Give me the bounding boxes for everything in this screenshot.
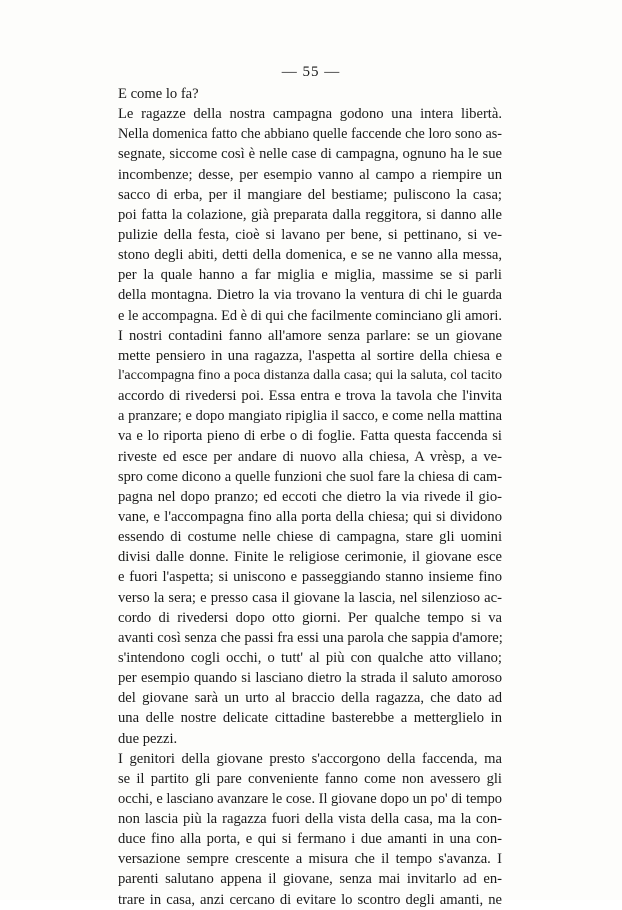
text-line: spro come dicono a quelle funzioni che suol fare la chiesa di cam- <box>118 468 502 485</box>
text-line: cordo di rivedersi dopo otto giorni. Per qualche tempo si va <box>118 609 502 626</box>
text-line: incombenze; desse, per esempio vanno al campo a riempire un <box>118 166 502 183</box>
text-line: per la quale hanno a far miglia e miglia, massime se si parli <box>118 267 502 284</box>
text-line: pagna nel dopo pranzo; ed eccoti che dietro la via rivede il gio- <box>118 488 502 505</box>
text-line: essendo di costume nelle chiese di campagna, stare gli uomini <box>118 529 502 546</box>
text-line: va e lo riporta pieno di erbe o di foglie. Fatta questa faccenda si <box>118 428 502 445</box>
text-line: accordo di rivedersi poi. Essa entra e trova la tavola che l'invita <box>118 388 502 405</box>
text-line: non lascia più la ragazza fuori della vista della casa, ma la con- <box>118 811 502 828</box>
text-line: una delle nostre delicate cittadine basterebbe a metterglielo in <box>118 710 502 727</box>
text-line: a pranzare; e dopo mangiato ripiglia il sacco, e come nella mattina <box>118 408 502 425</box>
text-line: due pezzi. <box>118 730 178 747</box>
text-line: versazione sempre crescente a misura che il tempo s'avanza. I <box>118 851 502 868</box>
text-line: Nella domenica fatto che abbiano quelle faccende che loro sono as- <box>118 126 502 143</box>
text-line: per esempio quando si lasciano dietro la strada il saluto amoroso <box>118 670 502 687</box>
text-line: l'accompagna fino a poca distanza dalla casa; qui la saluta, col tacito <box>118 367 502 383</box>
text-line: poi fatta la colazione, già preparata dalla reggitora, si danno alle <box>118 206 502 223</box>
text-line: vane, e l'accompagna fino alla porta della chiesa; qui si dividono <box>118 508 502 525</box>
text-line: parenti salutano appena il giovane, senza mai invitarlo ad en- <box>118 871 502 888</box>
text-line: segnate, siccome così è nelle case di campagna, ognuno ha le sue <box>118 146 502 163</box>
text-line: occhi, e lasciano avanzare le cose. Il giovane dopo un po' di tempo <box>118 790 502 807</box>
page-number: — 55 — <box>281 64 341 80</box>
text-line: E come lo fa? <box>118 86 199 102</box>
text-line: duce fino alla porta, e qui si fermano i due amanti in una con- <box>118 831 502 848</box>
text-line: avanti così senza che passi fra essi una parola che sappia d'amore; <box>118 629 503 646</box>
text-line: se il partito gli pare conveniente fanno come non avessero gli <box>118 770 502 787</box>
text-line: sacco di erba, per il mangiare del bestiame; puliscono la casa; <box>118 186 502 203</box>
text-line: trare in casa, anzi cercano di evitare lo scontro degli amanti, ne <box>118 891 502 908</box>
text-line: riveste ed esce per andare di nuovo alla chiesa, A vrèsp, a ve- <box>118 448 502 465</box>
text-line: e fuori l'aspetta; si uniscono e passeggiando stanno insieme fino <box>118 569 502 586</box>
text-line: I genitori della giovane presto s'accorgono della faccenda, ma <box>118 750 502 767</box>
text-line: e le accompagna. Ed è di qui che facilmente cominciano gli amori. <box>118 307 502 324</box>
text-line: stono degli abiti, detti della domenica, e se ne vanno alla messa, <box>118 247 502 264</box>
text-line: I nostri contadini fanno all'amore senza parlare: se un giovane <box>118 327 502 344</box>
text-line: verso la sera; e presso casa il giovane la lascia, nel silenzioso ac- <box>118 589 502 606</box>
text-line: mette pensiero in una ragazza, l'aspetta al sortire della chiesa e <box>118 347 502 364</box>
text-line: pulizie della festa, cioè si lavano per bene, si pettinano, si ve- <box>118 226 502 243</box>
text-line: s'intendono cogli occhi, o tutt' al più con qualche atto villano; <box>118 649 502 666</box>
text-line: della montagna. Dietro la via trovano la ventura di chi le guarda <box>118 287 502 304</box>
text-line: Le ragazze della nostra campagna godono una intera libertà. <box>118 106 502 123</box>
text-line: divisi dalle donne. Finite le religiose cerimonie, il giovane esce <box>118 549 502 566</box>
text-line: del giovane sarà un urto al braccio della ragazza, che dato ad <box>118 690 502 707</box>
body-text <box>118 84 502 910</box>
